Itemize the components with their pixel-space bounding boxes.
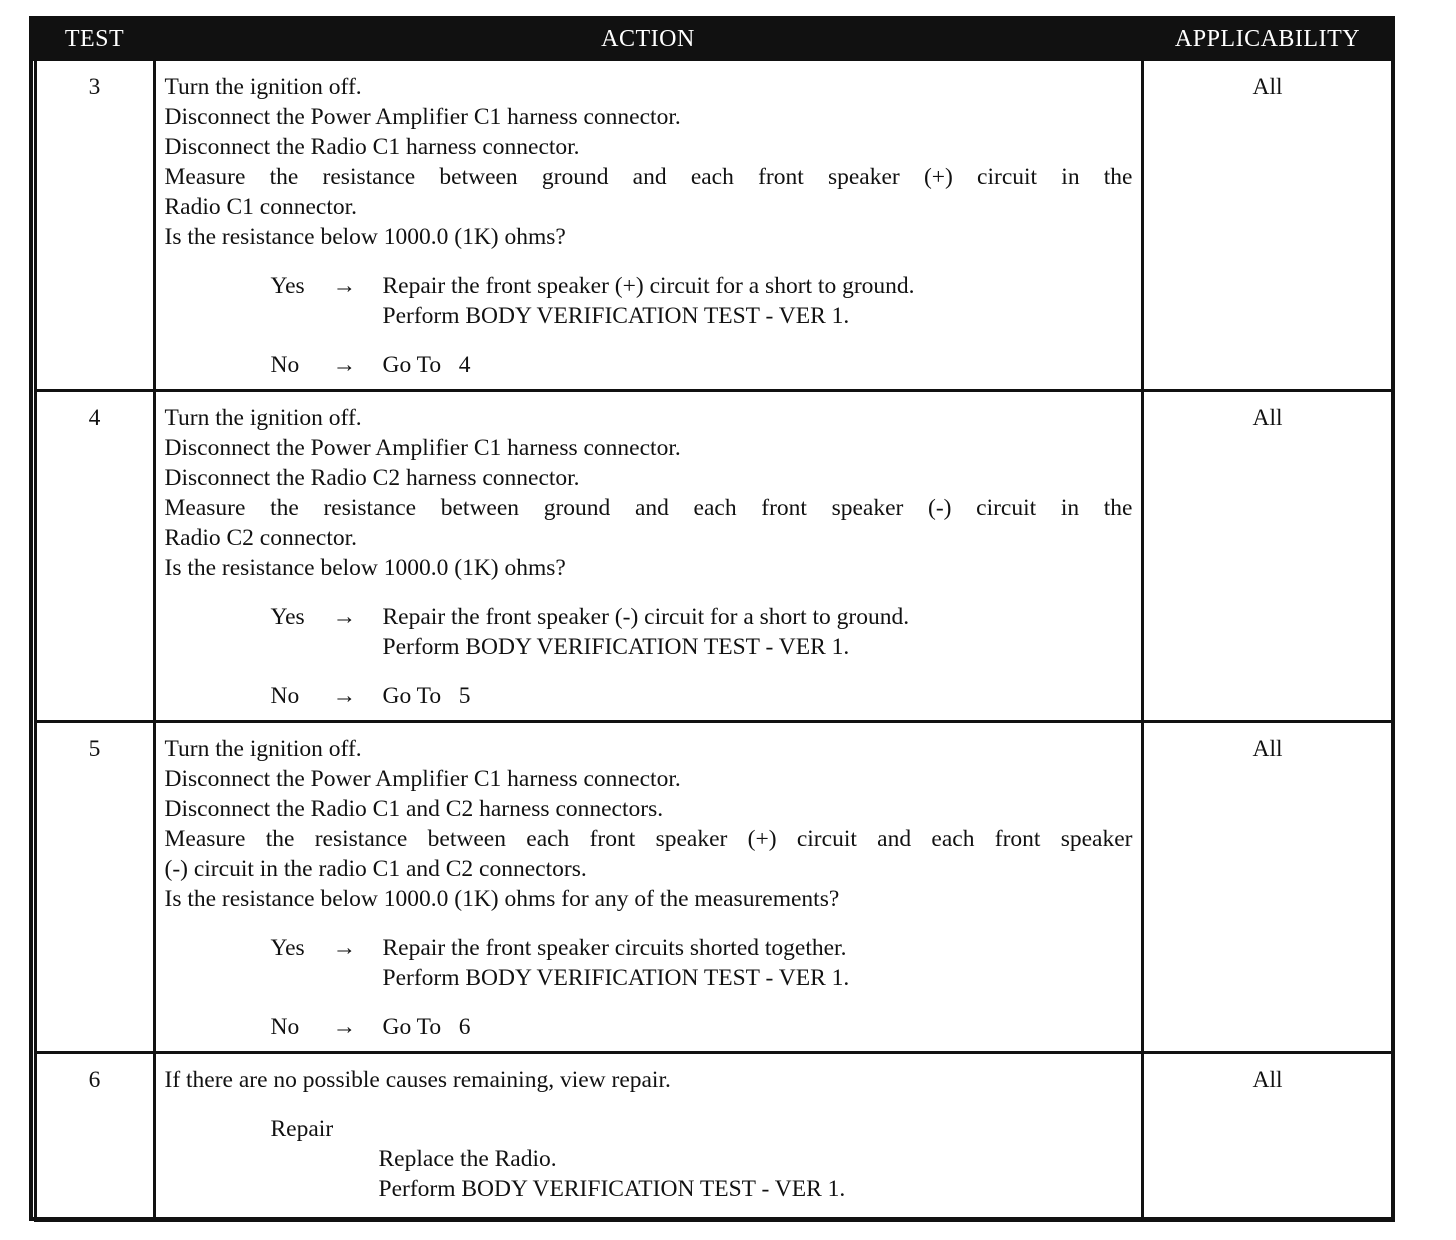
no-text: Go To 6 [382, 1014, 471, 1040]
test-number: 3 [35, 60, 154, 391]
action-step: Disconnect the Radio C1 harness connector. [164, 134, 580, 160]
action-step: Disconnect the Power Amplifier C1 harness connector. [164, 766, 681, 792]
test-number: 4 [35, 391, 154, 722]
table-row-test-4 [35, 391, 1393, 722]
header-row [35, 20, 1393, 60]
table-row-test-6 [35, 1053, 1393, 1221]
test-number: 6 [35, 1053, 154, 1221]
arrow-right-icon: → [332, 273, 356, 299]
arrow-right-icon: → [332, 604, 356, 630]
action-step: Disconnect the Radio C1 and C2 harness connectors. [164, 796, 664, 822]
applicability-cell: All [1142, 1053, 1393, 1221]
yes-label: Yes [270, 273, 305, 299]
no-label: No [270, 1014, 300, 1040]
arrow-right-icon: → [332, 1014, 356, 1040]
yes-text-line: Repair the front speaker (+) circuit for a short to ground. [382, 273, 915, 299]
yes-text-line: Repair the front speaker circuits shorted together. [382, 935, 847, 961]
action-cell [154, 391, 1142, 722]
arrow-right-icon: → [332, 683, 356, 709]
action-step: If there are no possible causes remaining, view repair. [164, 1067, 671, 1093]
applicability-cell: All [1142, 391, 1393, 722]
test-number: 5 [35, 722, 154, 1053]
no-text: Go To 5 [382, 683, 471, 709]
diagnostic-test-table [29, 16, 1395, 1221]
no-label: No [270, 352, 300, 378]
action-question: Is the resistance below 1000.0 (1K) ohms? [164, 555, 566, 581]
repair-line: Perform BODY VERIFICATION TEST - VER 1. [378, 1176, 846, 1202]
action-step: Turn the ignition off. [164, 736, 362, 762]
action-question: Is the resistance below 1000.0 (1K) ohms for any of the measurements? [164, 886, 840, 912]
no-result [271, 1012, 1133, 1042]
action-cell [154, 1053, 1142, 1221]
repair-label: Repair [270, 1116, 334, 1142]
action-cell [154, 722, 1142, 1053]
action-step: Disconnect the Radio C2 harness connector. [164, 465, 580, 491]
table-row-test-3 [35, 60, 1393, 391]
no-text: Go To 4 [382, 352, 471, 378]
action-step: (-) circuit in the radio C1 and C2 connectors. [164, 856, 587, 882]
yes-label: Yes [270, 604, 305, 630]
applicability-cell: All [1142, 722, 1393, 1053]
no-label: No [270, 683, 300, 709]
action-step: Turn the ignition off. [164, 74, 362, 100]
yes-result [271, 271, 1133, 331]
applicability-cell: All [1142, 60, 1393, 391]
yes-text-line: Perform BODY VERIFICATION TEST - VER 1. [382, 965, 850, 991]
yes-label: Yes [270, 935, 305, 961]
action-step: Radio C2 connector. [164, 525, 358, 551]
header-test: TEST [35, 20, 154, 60]
no-result [271, 681, 1133, 711]
arrow-right-icon: → [332, 352, 356, 378]
yes-result [271, 933, 1133, 993]
arrow-right-icon: → [332, 935, 356, 961]
yes-text-line: Repair the front speaker (-) circuit for a short to ground. [382, 604, 910, 630]
test-table [33, 20, 1395, 1222]
action-question: Is the resistance below 1000.0 (1K) ohms? [164, 224, 566, 250]
table-row-test-5 [35, 722, 1393, 1053]
repair-line: Replace the Radio. [378, 1146, 557, 1172]
header-applicability: APPLICABILITY [1142, 20, 1393, 60]
yes-result [271, 602, 1133, 662]
action-step: Measure the resistance between each front speaker (+) circuit and each front speaker [164, 826, 1133, 852]
yes-text-line: Perform BODY VERIFICATION TEST - VER 1. [382, 303, 850, 329]
action-step: Radio C1 connector. [164, 194, 358, 220]
action-step: Measure the resistance between ground and each front speaker (+) circuit in the [164, 164, 1133, 190]
header-action: ACTION [154, 20, 1142, 60]
no-result [271, 350, 1133, 380]
action-step: Disconnect the Power Amplifier C1 harness connector. [164, 435, 681, 461]
action-step: Turn the ignition off. [164, 405, 362, 431]
yes-text-line: Perform BODY VERIFICATION TEST - VER 1. [382, 634, 850, 660]
action-step: Disconnect the Power Amplifier C1 harness connector. [164, 104, 681, 130]
action-step: Measure the resistance between ground and each front speaker (-) circuit in the [164, 495, 1133, 521]
action-cell [154, 60, 1142, 391]
